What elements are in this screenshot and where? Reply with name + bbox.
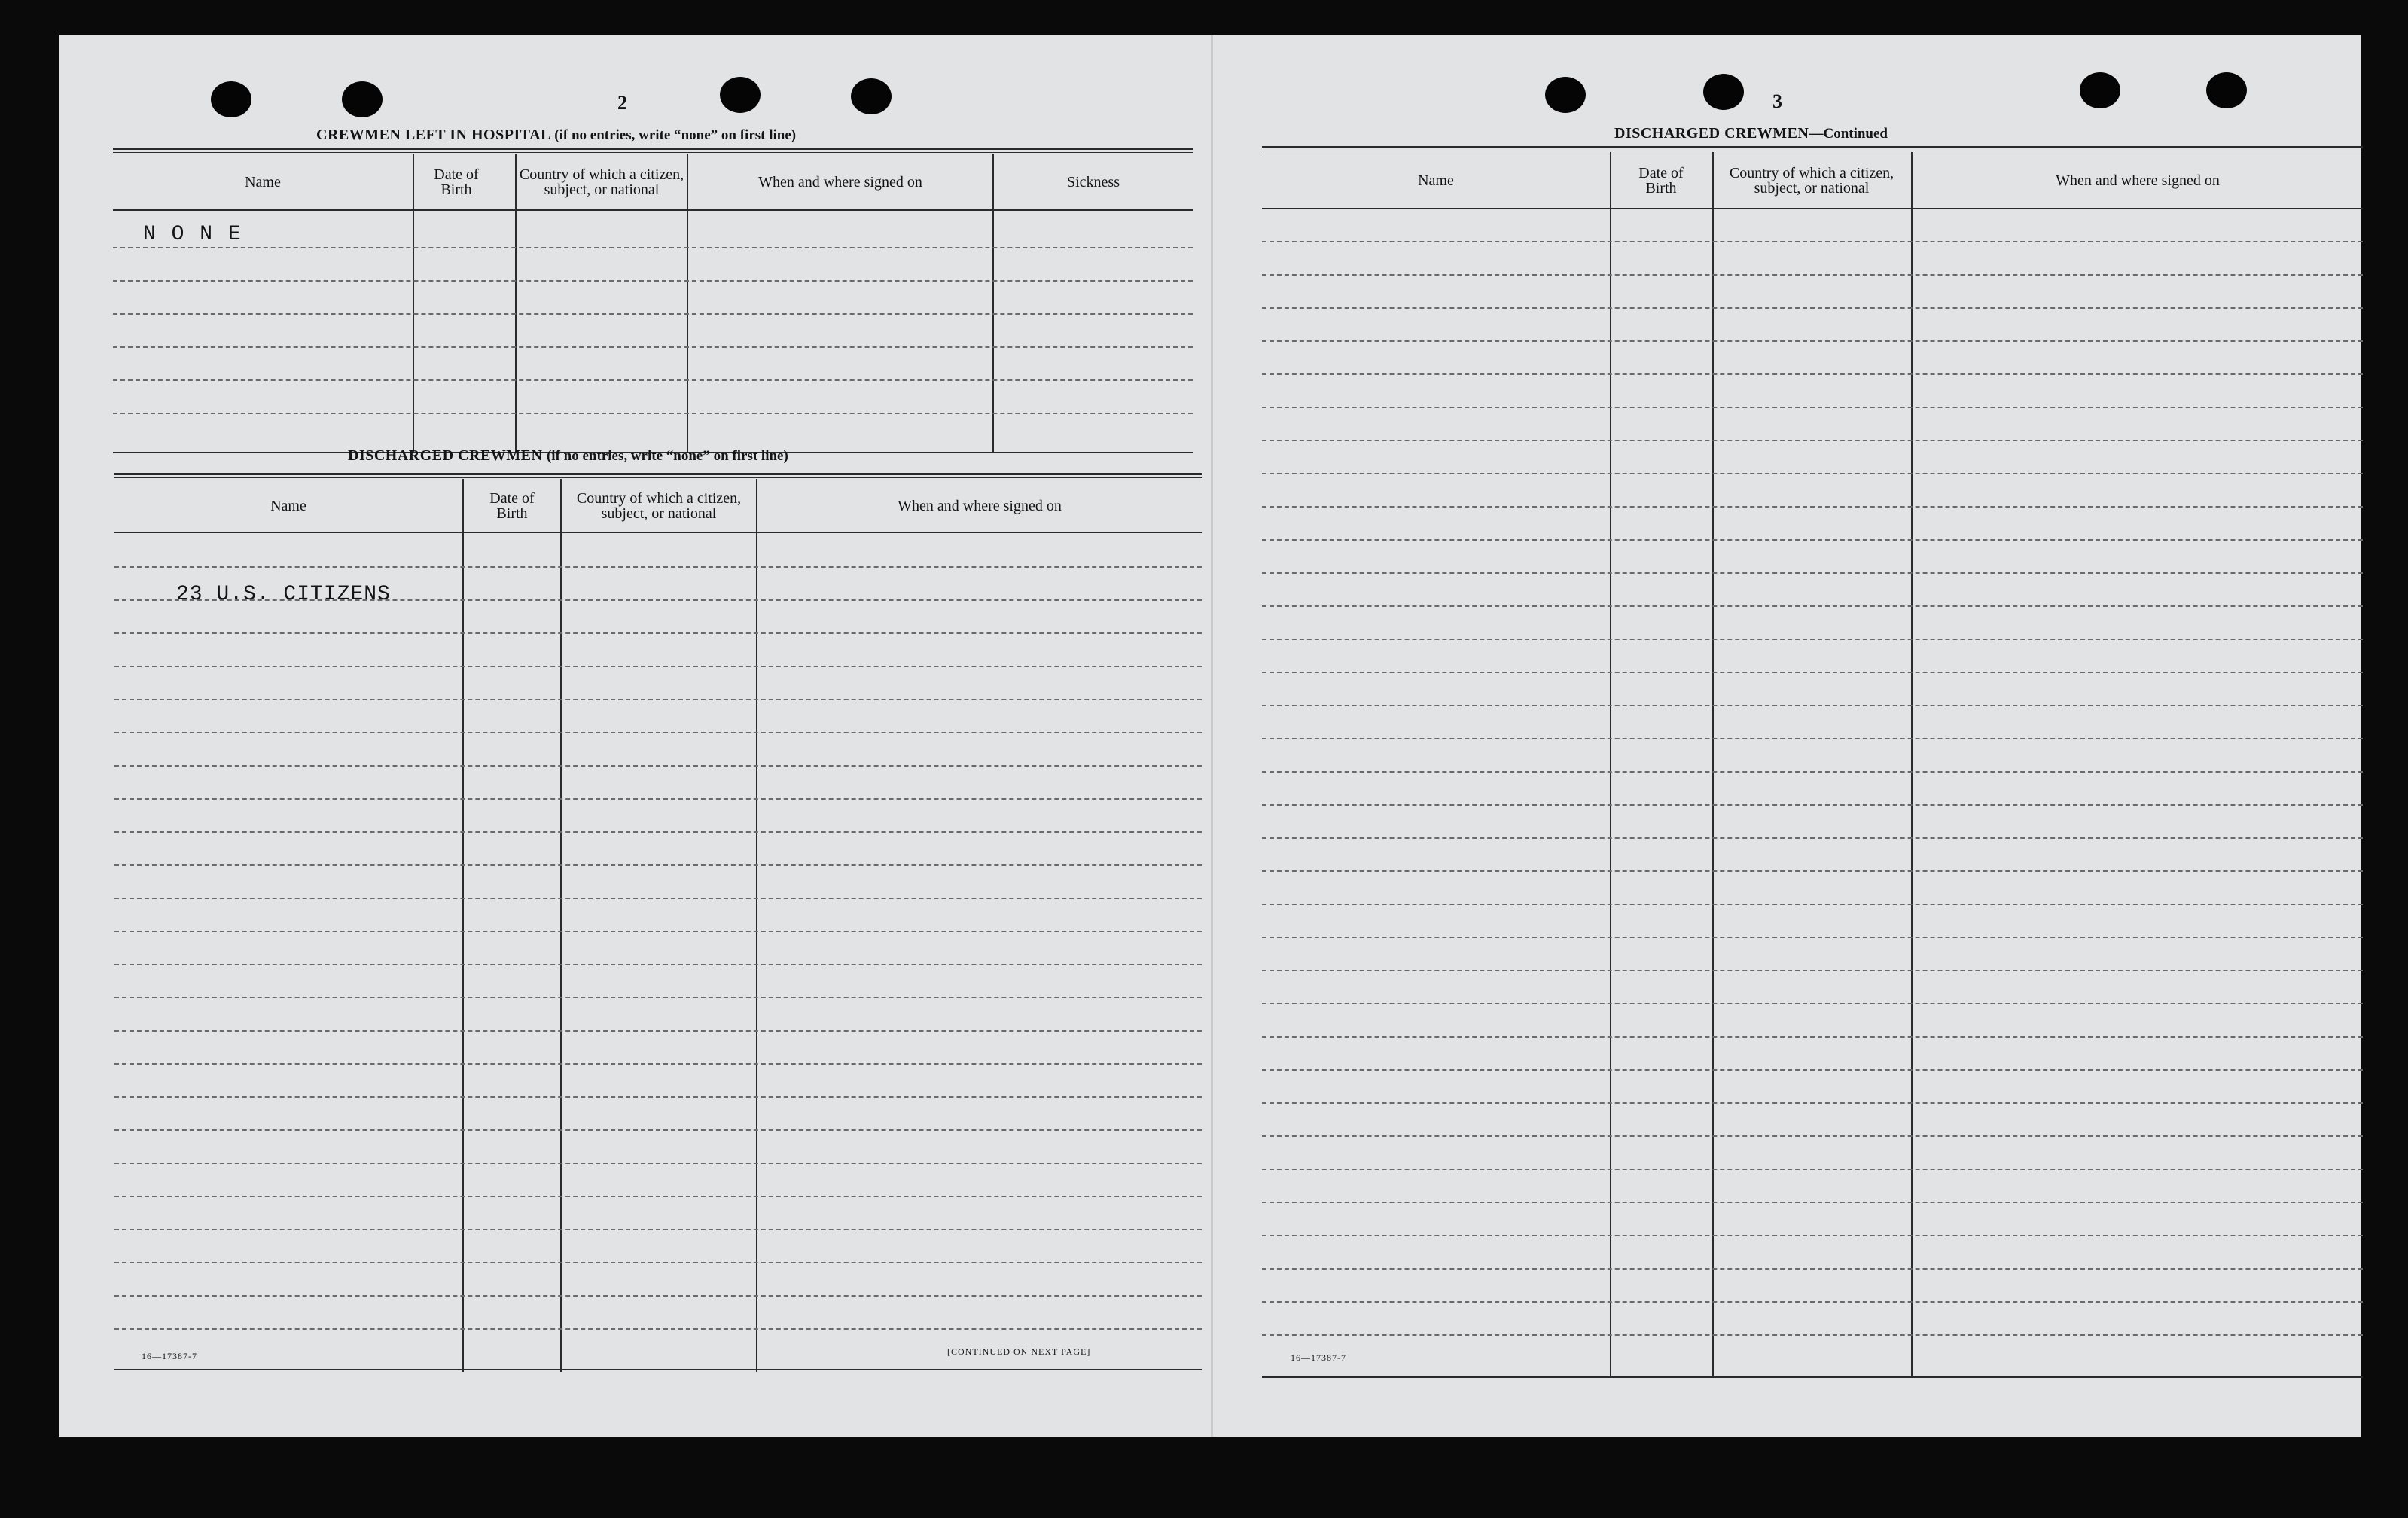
table-row xyxy=(114,1229,1202,1230)
table-row xyxy=(1262,771,2363,773)
table-row xyxy=(1262,440,2363,441)
table-row xyxy=(114,1129,1202,1131)
table-row xyxy=(1262,705,2363,706)
table-row xyxy=(1262,307,2363,309)
table-row xyxy=(1262,937,2363,938)
col-header-signed-on: When and where signed on xyxy=(898,498,1062,514)
table-row xyxy=(1262,970,2363,971)
table-row xyxy=(113,413,1193,414)
hospital-entry-none: N O N E xyxy=(143,223,242,246)
table-row xyxy=(1262,639,2363,640)
discharged-table-right xyxy=(1262,146,2363,1381)
table-row xyxy=(114,1063,1202,1065)
table-row xyxy=(1262,473,2363,474)
table-row xyxy=(1262,904,2363,905)
hospital-table xyxy=(113,148,1193,456)
table-row xyxy=(114,1163,1202,1164)
table-row xyxy=(1262,1003,2363,1004)
punch-hole xyxy=(211,81,251,117)
punch-hole xyxy=(720,77,761,113)
table-row xyxy=(114,632,1202,634)
table-row xyxy=(114,864,1202,866)
col-header-dob: Date of Birth xyxy=(489,490,535,522)
table-row xyxy=(1262,373,2363,375)
table-row xyxy=(114,898,1202,899)
table-row xyxy=(1262,1102,2363,1104)
punch-hole xyxy=(342,81,383,117)
col-header-country: Country of which a citizen, subject, or national xyxy=(1729,165,1894,197)
table-row xyxy=(113,247,1193,248)
table-row xyxy=(1262,1202,2363,1203)
table-row xyxy=(114,699,1202,700)
table-row xyxy=(114,1096,1202,1098)
table-row xyxy=(114,666,1202,667)
col-header-name: Name xyxy=(270,498,306,514)
punch-hole xyxy=(2080,72,2120,108)
col-header-signed-on: When and where signed on xyxy=(2056,172,2220,189)
table-row xyxy=(114,1295,1202,1297)
discharged-continued-title xyxy=(1614,125,1888,142)
col-header-country: Country of which a citizen, subject, or national xyxy=(519,166,684,198)
col-header-dob: Date of Birth xyxy=(1638,165,1684,197)
table-row xyxy=(1262,572,2363,574)
continued-title-suffix: —Continued xyxy=(1809,126,1888,142)
table-row xyxy=(113,280,1193,282)
col-header-country: Country of which a citizen, subject, or national xyxy=(576,490,742,522)
table-row xyxy=(114,1262,1202,1263)
page-fold xyxy=(1211,35,1213,1437)
col-header-signed-on: When and where signed on xyxy=(758,174,922,191)
table-row xyxy=(114,566,1202,568)
table-row xyxy=(114,931,1202,932)
table-row xyxy=(113,313,1193,315)
continued-title-text: DISCHARGED CREWMEN xyxy=(1614,125,1809,142)
form-number-right: 16—17387-7 xyxy=(1291,1352,1346,1363)
discharged-entry: 23 U.S. CITIZENS xyxy=(176,583,391,606)
table-row xyxy=(1262,1036,2363,1038)
table-row xyxy=(114,798,1202,800)
table-row xyxy=(1262,241,2363,242)
table-row xyxy=(1262,1169,2363,1170)
table-row xyxy=(1262,672,2363,673)
table-row xyxy=(1262,1301,2363,1303)
punch-hole xyxy=(1703,74,1744,110)
table-row xyxy=(1262,506,2363,508)
table-row xyxy=(1262,1268,2363,1270)
table-row xyxy=(1262,738,2363,739)
col-header-dob: Date of Birth xyxy=(434,166,479,198)
table-row xyxy=(114,964,1202,965)
table-row xyxy=(113,380,1193,381)
table-row xyxy=(1262,1334,2363,1336)
hospital-title-note: (if no entries, write “none” on first line) xyxy=(554,127,797,143)
punch-hole xyxy=(851,78,892,114)
table-row xyxy=(1262,1069,2363,1071)
hospital-section-title xyxy=(316,126,796,144)
table-row xyxy=(114,732,1202,733)
page-number-left: 2 xyxy=(617,92,627,114)
table-row xyxy=(1262,340,2363,342)
table-row xyxy=(1262,407,2363,408)
table-row xyxy=(1262,1235,2363,1236)
col-header-sickness: Sickness xyxy=(1067,174,1120,191)
table-row xyxy=(1262,870,2363,872)
form-number-left: 16—17387-7 xyxy=(142,1351,197,1361)
table-row xyxy=(1262,804,2363,806)
table-row xyxy=(1262,539,2363,541)
table-row xyxy=(114,1196,1202,1197)
table-row xyxy=(1262,837,2363,839)
col-header-name: Name xyxy=(1418,172,1454,189)
table-row xyxy=(114,997,1202,998)
table-row xyxy=(114,765,1202,767)
document-sheet xyxy=(59,35,2361,1437)
table-row xyxy=(1262,605,2363,607)
discharged-title-text: DISCHARGED CREWMEN xyxy=(348,447,543,464)
hospital-title-text: CREWMEN LEFT IN HOSPITAL xyxy=(316,126,550,143)
continued-note: [CONTINUED ON NEXT PAGE] xyxy=(947,1346,1091,1357)
discharged-table-left xyxy=(114,473,1202,1375)
discharged-title-note: (if no entries, write “none” on first line) xyxy=(546,448,788,464)
punch-hole xyxy=(1545,77,1586,113)
table-row xyxy=(1262,1135,2363,1137)
table-row xyxy=(114,831,1202,833)
table-row xyxy=(1262,274,2363,276)
col-header-name: Name xyxy=(245,174,281,191)
page-number-right: 3 xyxy=(1772,90,1782,112)
punch-hole xyxy=(2206,72,2247,108)
table-row xyxy=(113,346,1193,348)
discharged-section-title xyxy=(348,447,788,465)
table-row xyxy=(114,1030,1202,1032)
table-row xyxy=(114,1328,1202,1330)
